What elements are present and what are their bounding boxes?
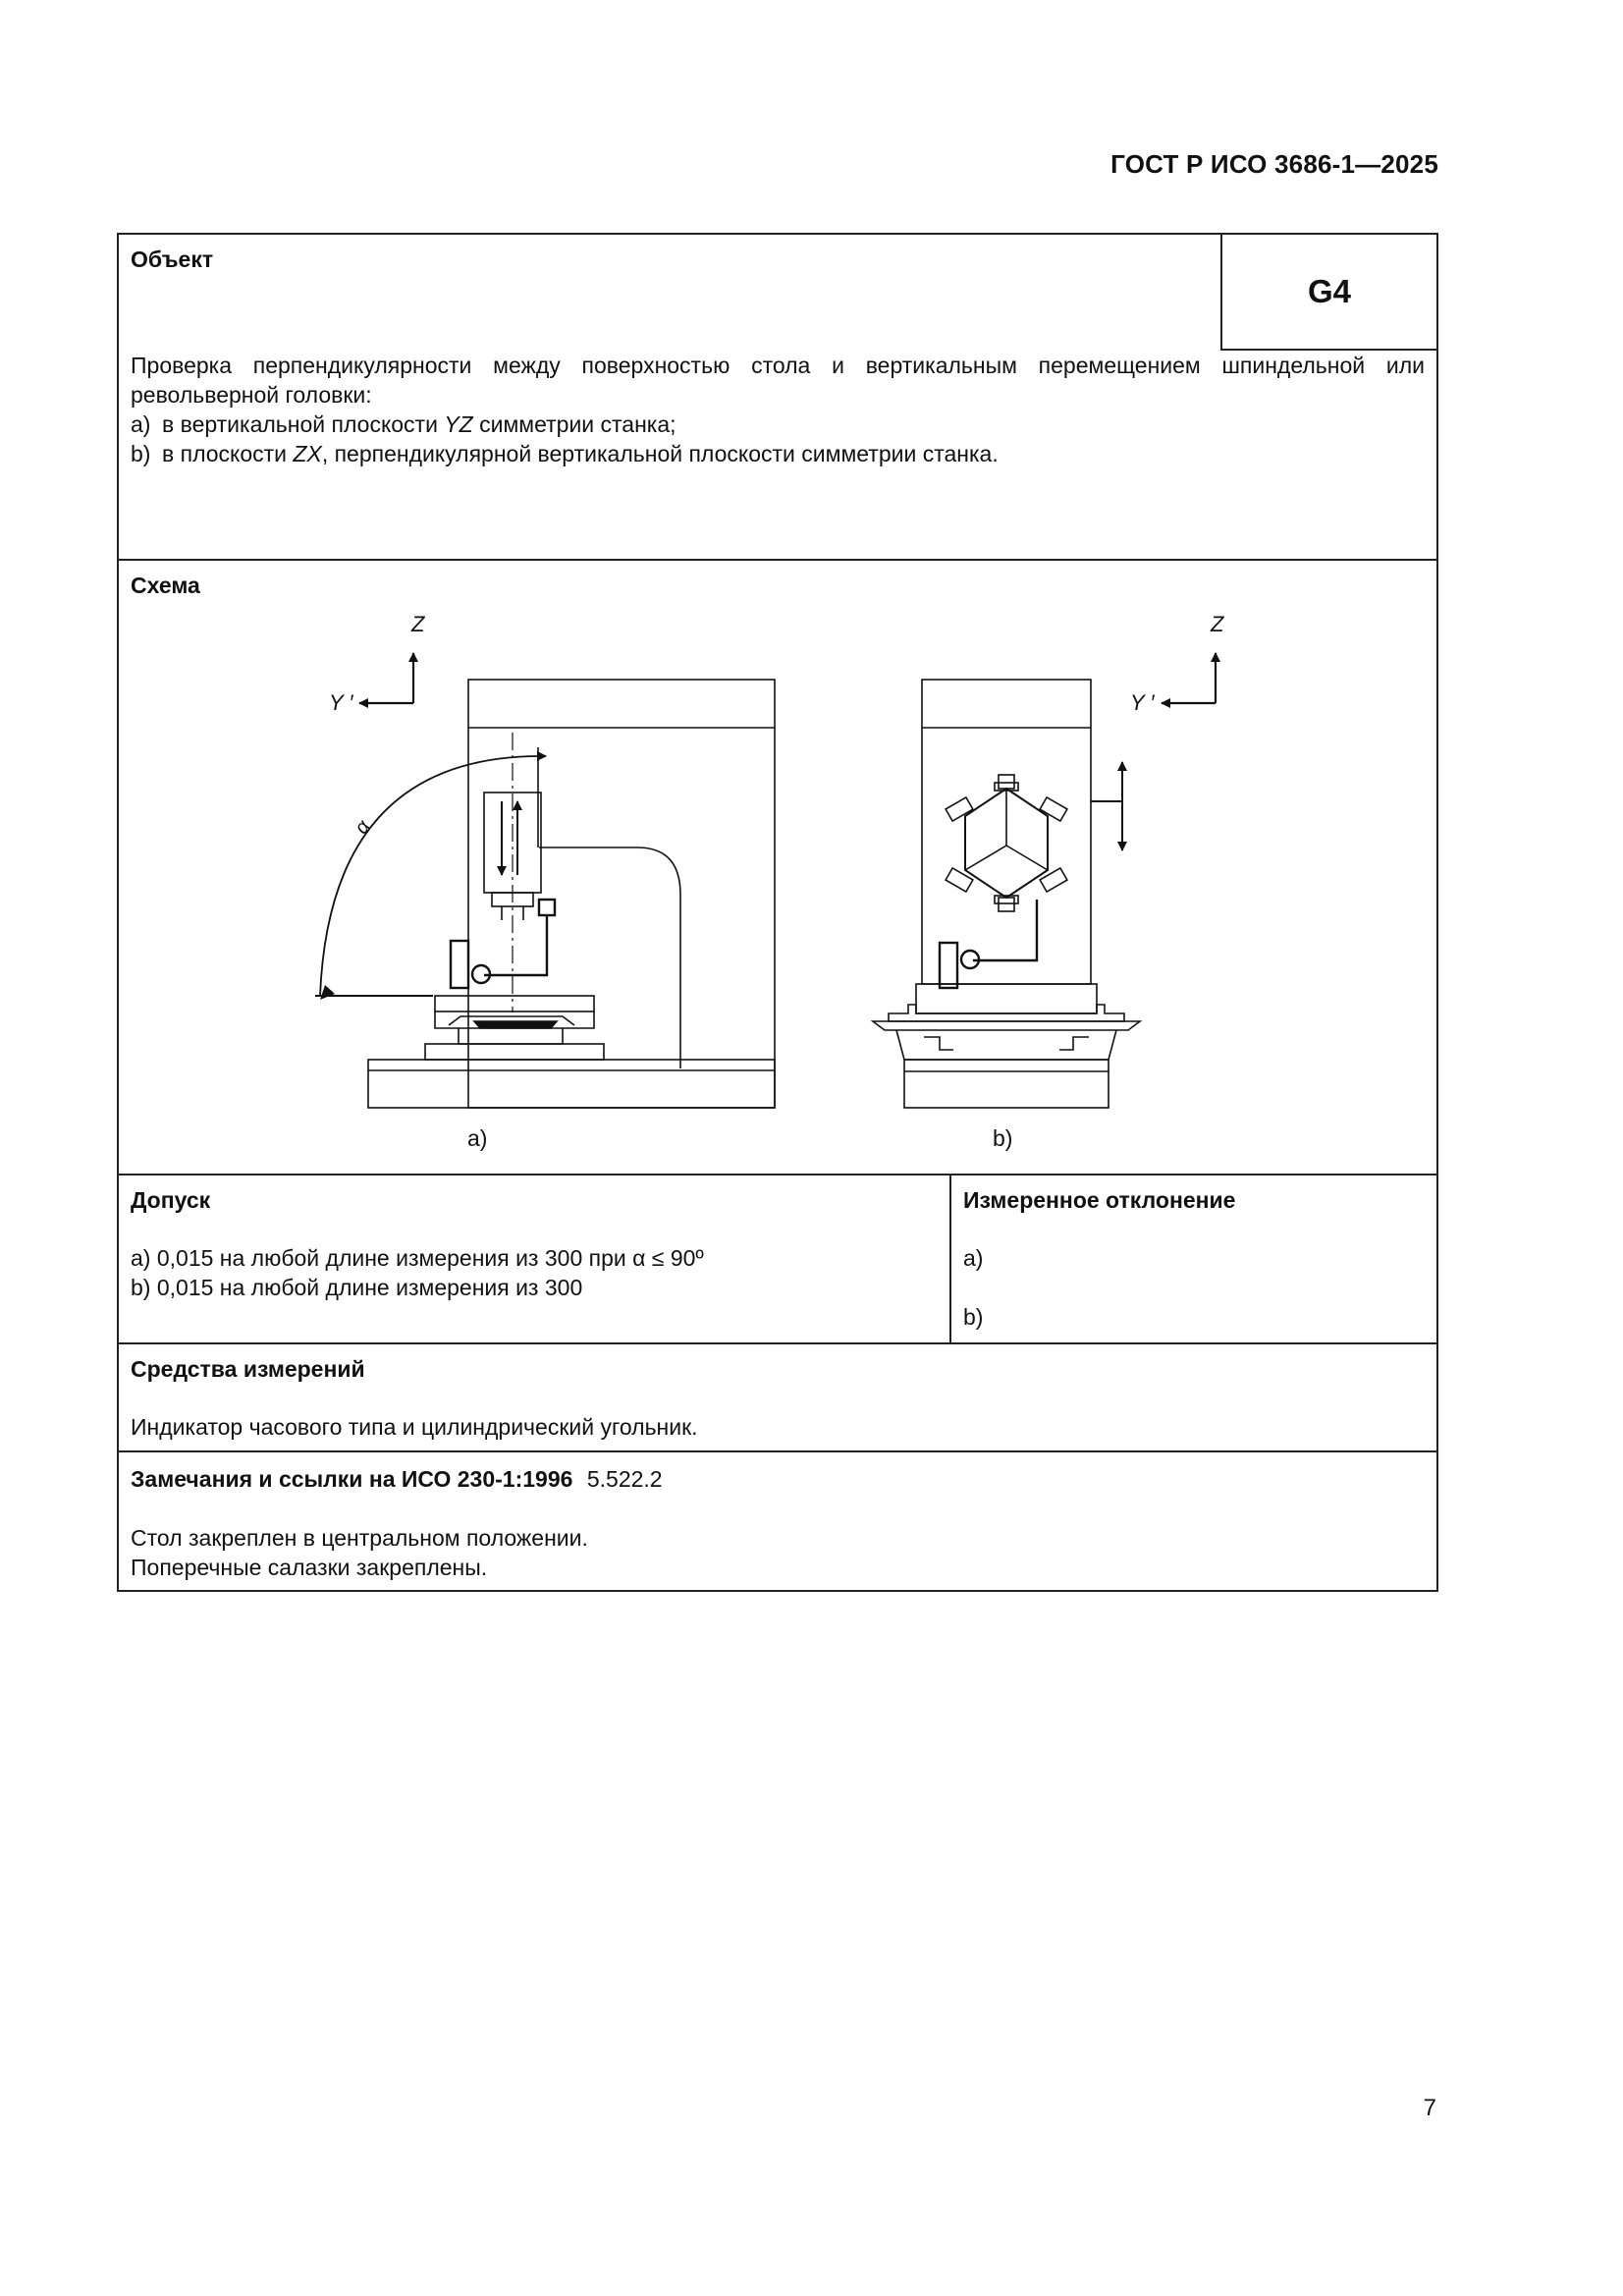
table-a: [368, 996, 775, 1108]
turret-head-b: [946, 775, 1067, 911]
dial-indicator-a: [451, 900, 555, 988]
instruments-text: Индикатор часового типа и цилиндрический угольник.: [131, 1414, 698, 1440]
object-section: [119, 235, 1436, 561]
fig-a-caption: a): [467, 1125, 488, 1151]
object-label: Объект: [131, 246, 214, 272]
travel-arrow-b: [1091, 762, 1122, 850]
scheme-section: [119, 561, 1436, 1175]
test-form: [117, 233, 1438, 1592]
angle-label: α: [351, 816, 375, 839]
remarks-label: Замечания и ссылки на ИСО 230-1:1996: [131, 1466, 573, 1492]
object-item-a: a) в вертикальной плоскости YZ симметрии станка;: [131, 411, 676, 437]
scheme-diagram: [119, 561, 1436, 1175]
tolerance-item-a: a) 0,015 на любой длине измерения из 300 при α ≤ 90º: [131, 1245, 704, 1271]
axes-a: [359, 653, 413, 703]
remarks-line-2: Поперечные салазки закреплены.: [131, 1555, 488, 1580]
page-number: 7: [1423, 2095, 1436, 2121]
test-code: G4: [1220, 235, 1436, 351]
fig-b-caption: b): [993, 1125, 1013, 1151]
measured-item-b: b): [963, 1304, 984, 1330]
tolerance-section: [119, 1175, 1436, 1344]
fig-a-axis-z: Z: [411, 612, 425, 636]
tolerance-label: Допуск: [131, 1187, 211, 1213]
instruments-label: Средства измерений: [131, 1356, 365, 1382]
measured-deviation-cell: [951, 1175, 1436, 1342]
table-b: [873, 984, 1140, 1108]
figure-b: [873, 612, 1225, 1151]
object-description-text: Проверка перпендикулярности между поверхностью стола и вертикальным перемещением шпиндельной или револьверной головки:: [131, 353, 1425, 408]
fig-b-axis-z: Z: [1211, 612, 1224, 636]
tolerance-cell: [119, 1175, 951, 1342]
remarks-section: [119, 1452, 1436, 1590]
fig-a-axis-y: Y ′: [329, 690, 353, 715]
axes-b: [1162, 653, 1216, 703]
remarks-reference: 5.522.2: [586, 1466, 663, 1492]
spindle-head-a: [484, 733, 541, 1012]
fig-b-axis-y: Y ′: [1130, 690, 1155, 715]
scheme-label: Схема: [131, 573, 200, 598]
object-description: [119, 351, 1436, 559]
measured-item-a: a): [963, 1245, 984, 1271]
remarks-line-1: Стол закреплен в центральном положении.: [131, 1525, 588, 1551]
instruments-section: [119, 1344, 1436, 1452]
dial-indicator-b: [940, 900, 1037, 988]
measured-label: Измеренное отклонение: [963, 1187, 1236, 1213]
object-item-b: b) в плоскости ZX, перпендикулярной вертикальной плоскости симметрии станка.: [131, 441, 999, 466]
document-header: ГОСТ Р ИСО 3686-1—2025: [1110, 149, 1438, 179]
figure-a: [315, 612, 775, 1151]
tolerance-item-b: b) 0,015 на любой длине измерения из 300: [131, 1275, 583, 1300]
